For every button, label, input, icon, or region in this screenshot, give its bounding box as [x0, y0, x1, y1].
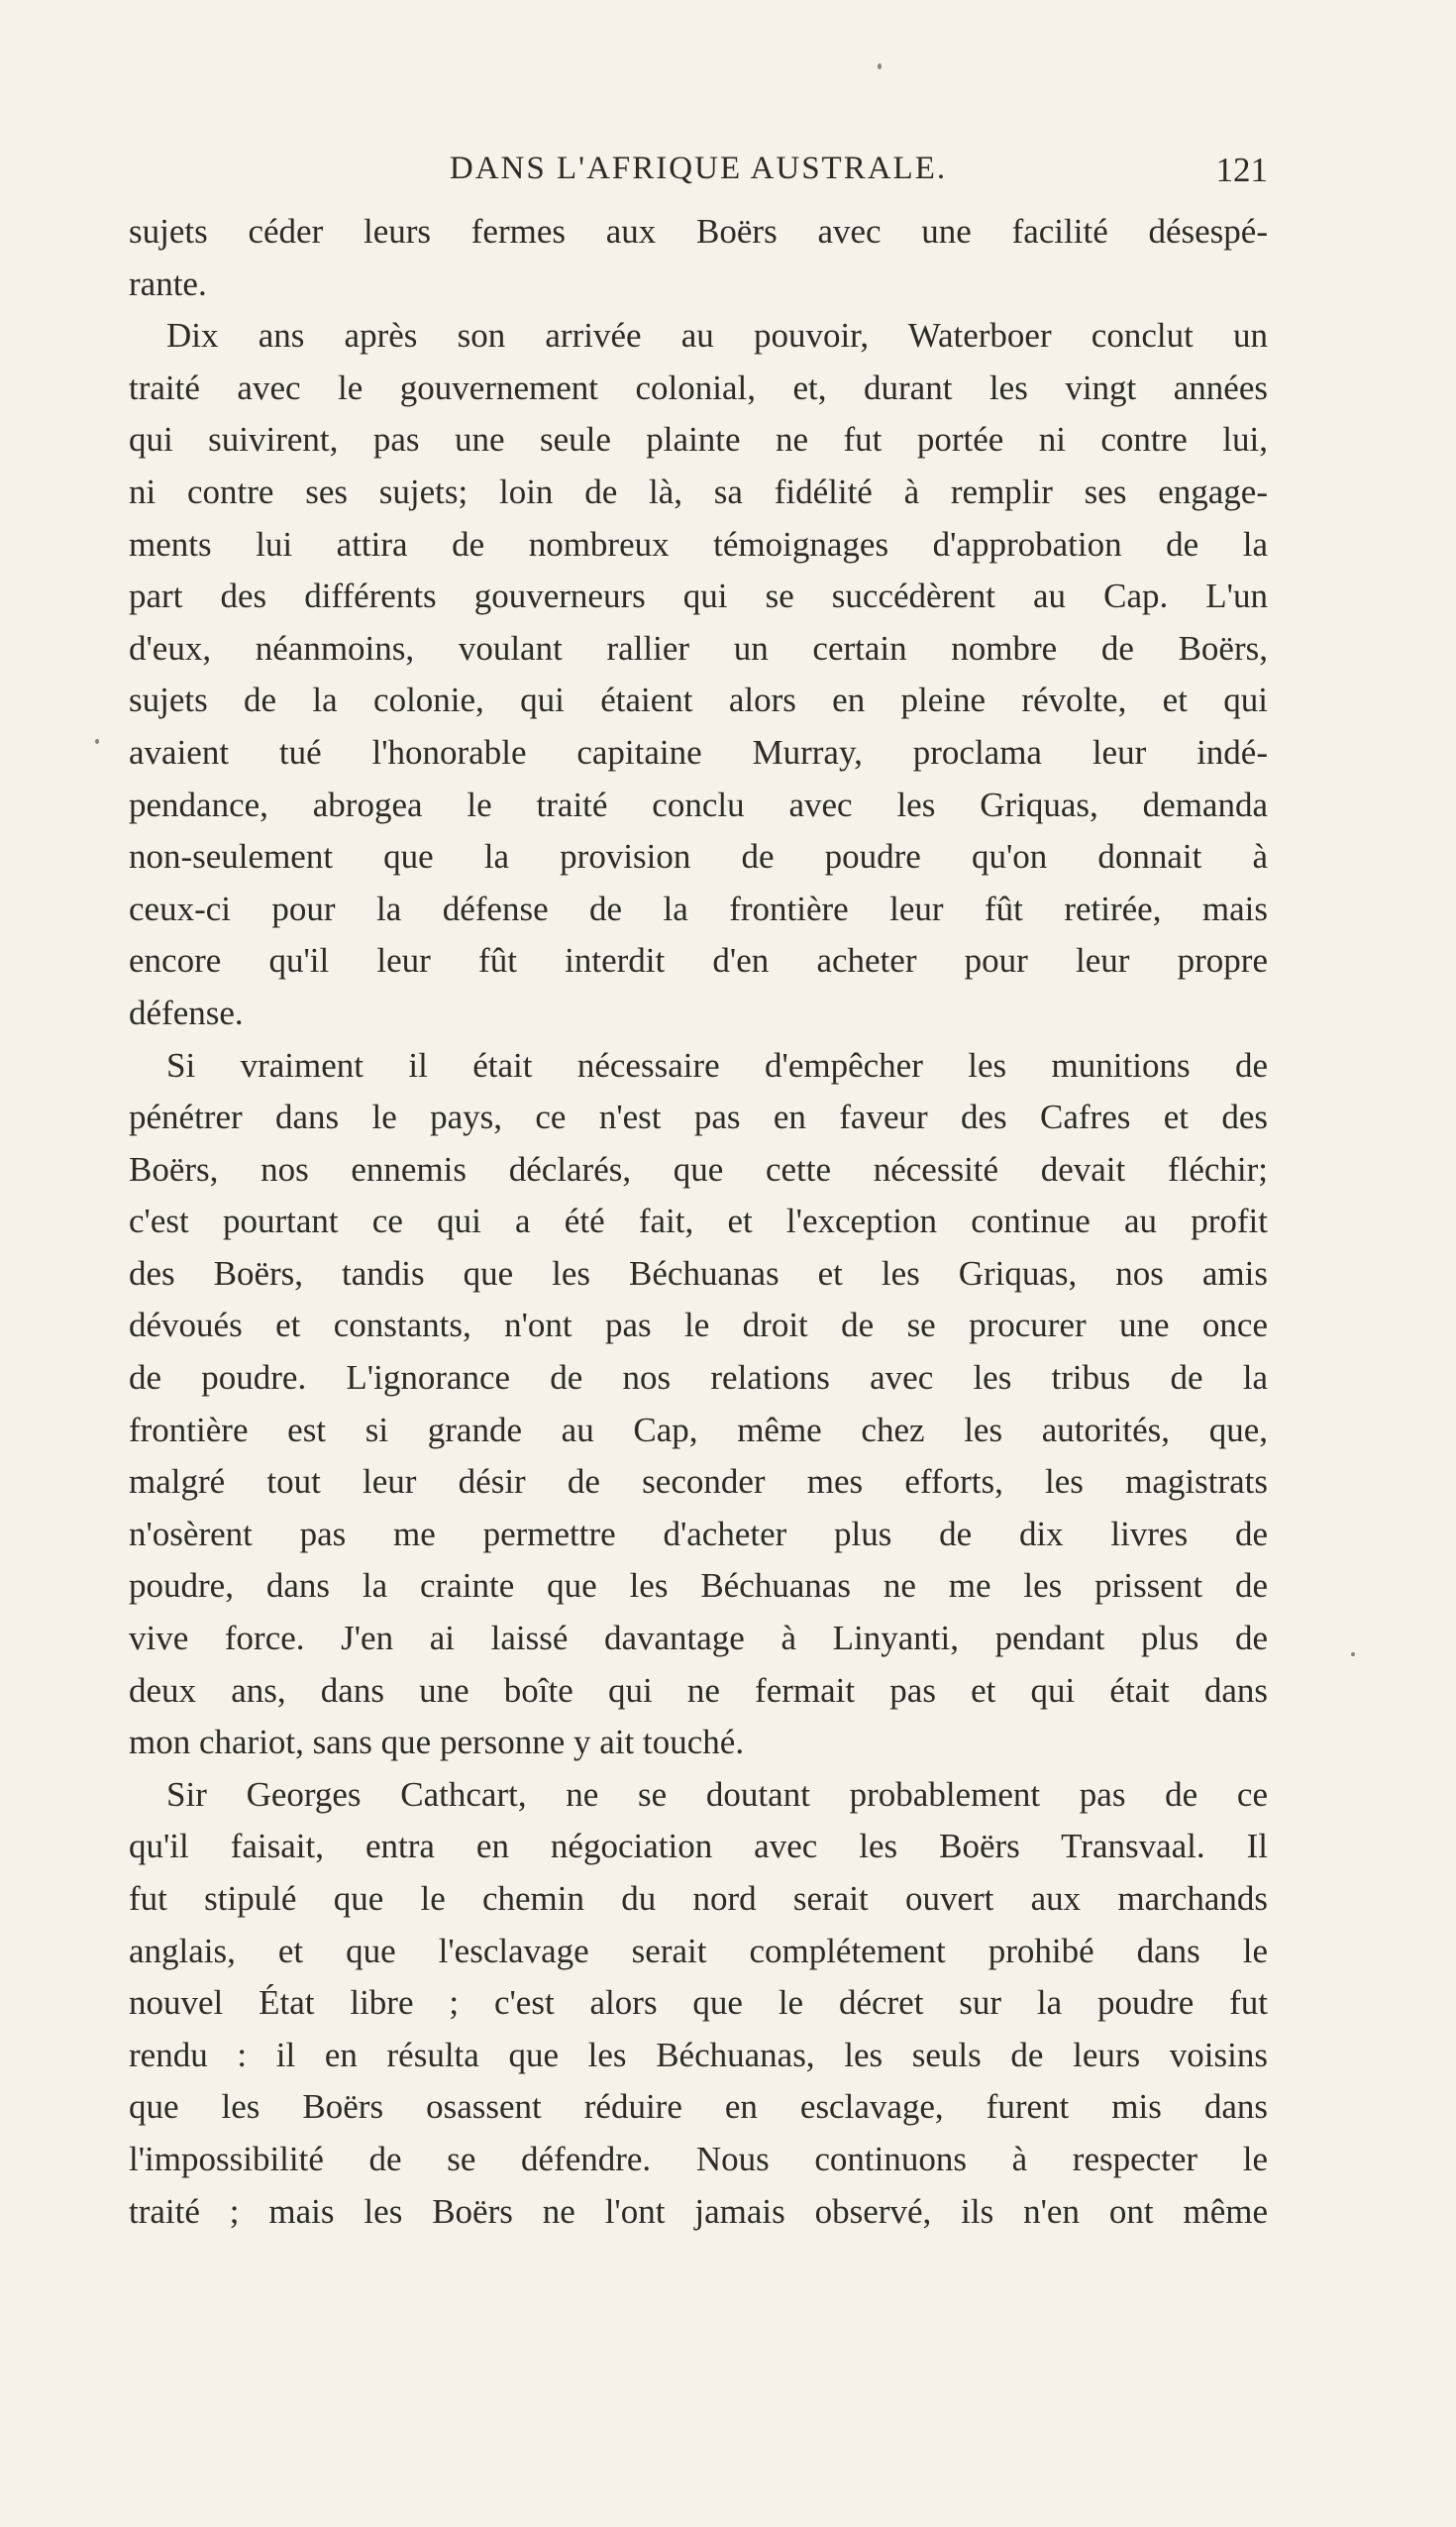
text-line: non-seulement que la provision de poudre qu'on donnait à: [129, 837, 1268, 877]
text-line: encore qu'il leur fût interdit d'en acheter pour leur propre: [129, 941, 1268, 981]
text-line: défense.: [129, 993, 244, 1032]
text-line: l'impossibilité de se défendre. Nous continuons à respecter le: [129, 2139, 1268, 2178]
text-line: ments lui attira de nombreux témoignages d'approbation de la: [129, 524, 1268, 564]
text-line: de poudre. L'ignorance de nos relations avec les tribus de la: [129, 1358, 1268, 1398]
text-line: poudre, dans la crainte que les Béchuanas ne me les prissent de: [129, 1566, 1268, 1606]
text-line: fut stipulé que le chemin du nord serait ouvert aux marchands: [129, 1879, 1268, 1918]
text-line: n'osèrent pas me permettre d'acheter plus de dix livres de: [129, 1514, 1268, 1553]
text-line: traité ; mais les Boërs ne l'ont jamais observé, ils n'en ont même: [129, 2191, 1268, 2231]
paragraph: [129, 1769, 1268, 2238]
paragraph: [129, 310, 1268, 1039]
text-line: pendance, abrogea le traité conclu avec les Griquas, demanda: [129, 785, 1268, 824]
text-line: rendu : il en résulta que les Béchuanas, les seuls de leurs voisins: [129, 2035, 1268, 2074]
text-line: qui suivirent, pas une seule plainte ne fut portée ni contre lui,: [129, 420, 1268, 460]
text-line: c'est pourtant ce qui a été fait, et l'exception continue au profit: [129, 1202, 1268, 1241]
text-line: vive force. J'en ai laissé davantage à Linyanti, pendant plus de: [129, 1619, 1268, 1658]
paper-speck: [95, 739, 99, 744]
text-line: rante.: [129, 263, 207, 303]
text-line: traité avec le gouvernement colonial, et, durant les vingt années: [129, 368, 1268, 407]
paragraph: [129, 206, 1268, 310]
text-line: dévoués et constants, n'ont pas le droit de se procurer une once: [129, 1306, 1268, 1345]
text-line: sujets céder leurs fermes aux Boërs avec une facilité désespé-: [129, 212, 1268, 251]
text-line: sujets de la colonie, qui étaient alors en pleine révolte, et qui: [129, 681, 1268, 720]
text-line: nouvel État libre ; c'est alors que le décret sur la poudre fut: [129, 1983, 1268, 2023]
text-line: avaient tué l'honorable capitaine Murray, proclama leur indé-: [129, 732, 1268, 772]
text-line: que les Boërs osassent réduire en esclavage, furent mis dans: [129, 2087, 1268, 2127]
running-title: DANS L'AFRIQUE AUSTRALE.: [449, 151, 948, 186]
text-line: d'eux, néanmoins, voulant rallier un certain nombre de Boërs,: [129, 628, 1268, 668]
text-line: anglais, et que l'esclavage serait complétement prohibé dans le: [129, 1931, 1268, 1970]
text-line: ni contre ses sujets; loin de là, sa fidélité à remplir ses engage-: [129, 472, 1268, 511]
text-line: des Boërs, tandis que les Béchuanas et les Griquas, nos amis: [129, 1253, 1268, 1293]
body-text: [129, 206, 1268, 2238]
text-line: part des différents gouverneurs qui se succédèrent au Cap. L'un: [129, 577, 1268, 616]
text-line: deux ans, dans une boîte qui ne fermait pas et qui était dans: [129, 1670, 1268, 1710]
text-line: frontière est si grande au Cap, même chez les autorités, que,: [129, 1410, 1268, 1449]
text-line: Boërs, nos ennemis déclarés, que cette nécessité devait fléchir;: [129, 1149, 1268, 1189]
text-line: Sir Georges Cathcart, ne se doutant probablement pas de ce: [166, 1774, 1268, 1814]
paper-speck: [878, 63, 882, 69]
paper-speck: [1351, 1652, 1355, 1656]
text-line: ceux-ci pour la défense de la frontière leur fût retirée, mais: [129, 889, 1268, 928]
page-number: 121: [1215, 151, 1268, 189]
text-line: pénétrer dans le pays, ce n'est pas en faveur des Cafres et des: [129, 1098, 1268, 1137]
text-line: malgré tout leur désir de seconder mes efforts, les magistrats: [129, 1462, 1268, 1502]
text-line: Si vraiment il était nécessaire d'empêcher les munitions de: [166, 1045, 1268, 1085]
paragraph: [129, 1040, 1268, 1769]
text-line: qu'il faisait, entra en négociation avec les Boërs Transvaal. Il: [129, 1827, 1268, 1866]
text-line: mon chariot, sans que personne y ait touché.: [129, 1723, 745, 1762]
running-head: [129, 151, 1268, 194]
text-line: Dix ans après son arrivée au pouvoir, Waterboer conclut un: [166, 316, 1268, 356]
